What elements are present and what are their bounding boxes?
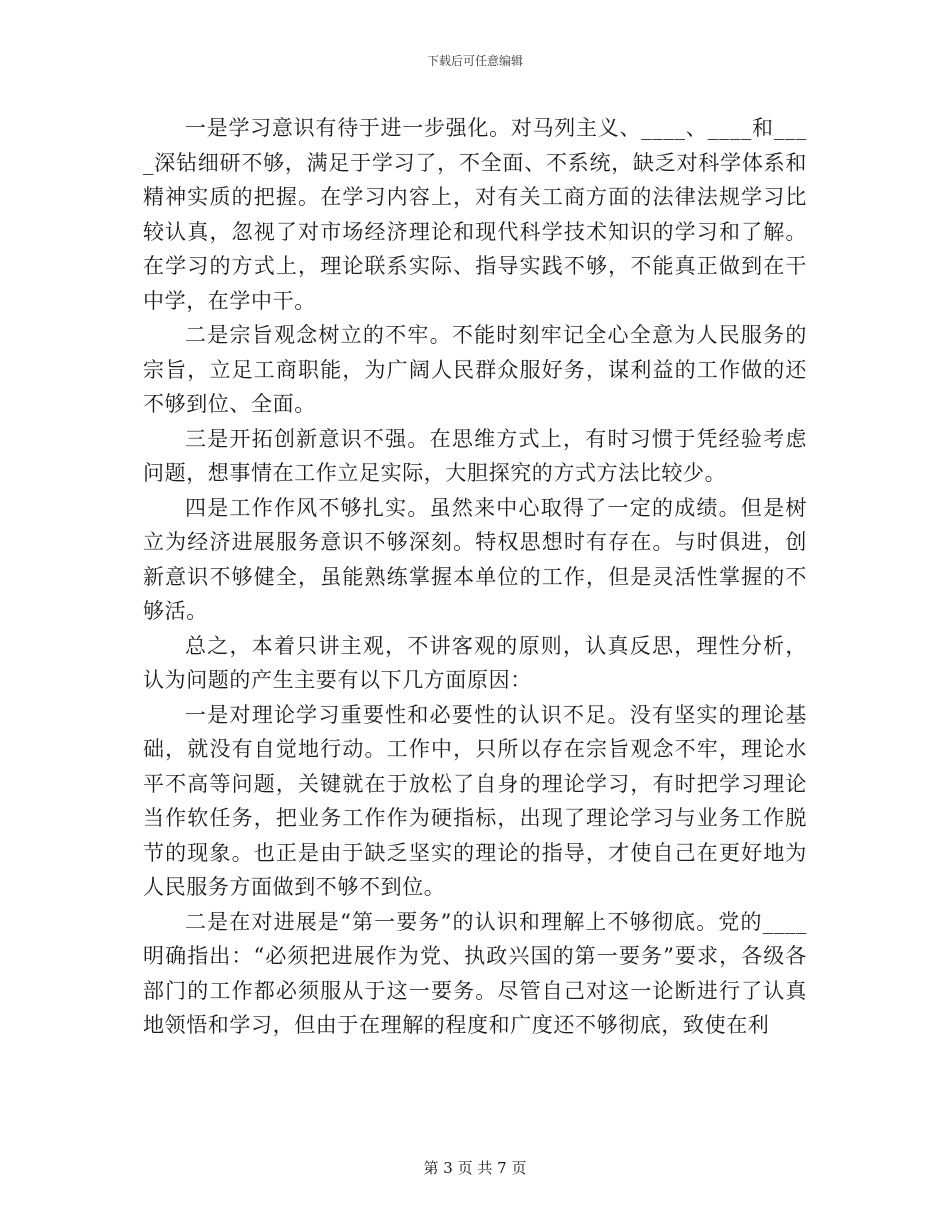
paragraph-4: 四是工作作风不够扎实。虽然来中心取得了一定的成绩。但是树立为经济进展服务意识不够深刻。特权思想时有存在。与时俱进，创新意识不够健全，虽能熟练掌握本单位的工作，但是灵活性掌握的不够活。 [143, 495, 807, 623]
paragraph-5: 总之，本着只讲主观，不讲客观的原则，认真反思，理性分析，认为问题的产生主要有以下几方面原因： [143, 633, 807, 692]
document-body [143, 111, 807, 1043]
paragraph-6: 一是对理论学习重要性和必要性的认识不足。没有坚实的理论基础，就没有自觉地行动。工作中，只所以存在宗旨观念不牢，理论水平不高等问题，关键就在于放松了自身的理论学习，有时把学习理论当作软任务，把业务工作作为硬指标，出现了理论学习与业务工作脱节的现象。也正是由于缺乏坚实的理论的指导，才使自己在更好地为人民服务方面做到不够不到位。 [143, 702, 807, 899]
paragraph-3: 三是开拓创新意识不强。在思维方式上，有时习惯于凭经验考虑问题，想事情在工作立足实际，大胆探究的方式方法比较少。 [143, 426, 807, 485]
paragraph-2: 二是宗旨观念树立的不牢。不能时刻牢记全心全意为人民服务的宗旨，立足工商职能，为广阔人民群众服好务，谋利益的工作做的还不够到位、全面。 [143, 323, 807, 416]
paragraph-1: 一是学习意识有待于进一步强化。对马列主义、____、____和____深钻细研不够，满足于学习了，不全面、不系统，缺乏对科学体系和精神实质的把握。在学习内容上，对有关工商方面的法律法规学习比较认真，忽视了对市场经济理论和现代科学技术知识的学习和了解。在学习的方式上，理论联系实际、指导实践不够，不能真正做到在干中学，在学中干。 [143, 116, 807, 313]
page-header-note: 下载后可任意编辑 [426, 54, 523, 68]
page-number-footer: 第 3 页 共 7 页 [423, 1159, 527, 1177]
paragraph-7: 二是在对进展是“第一要务”的认识和理解上不够彻底。党的____明确指出：“必须把进展作为党、执政兴国的第一要务”要求，各级各部门的工作都必须服从于这一要务。尽管自己对这一论断进行了认真地领悟和学习，但由于在理解的程度和广度还不够彻底，致使在利 [143, 909, 807, 1037]
